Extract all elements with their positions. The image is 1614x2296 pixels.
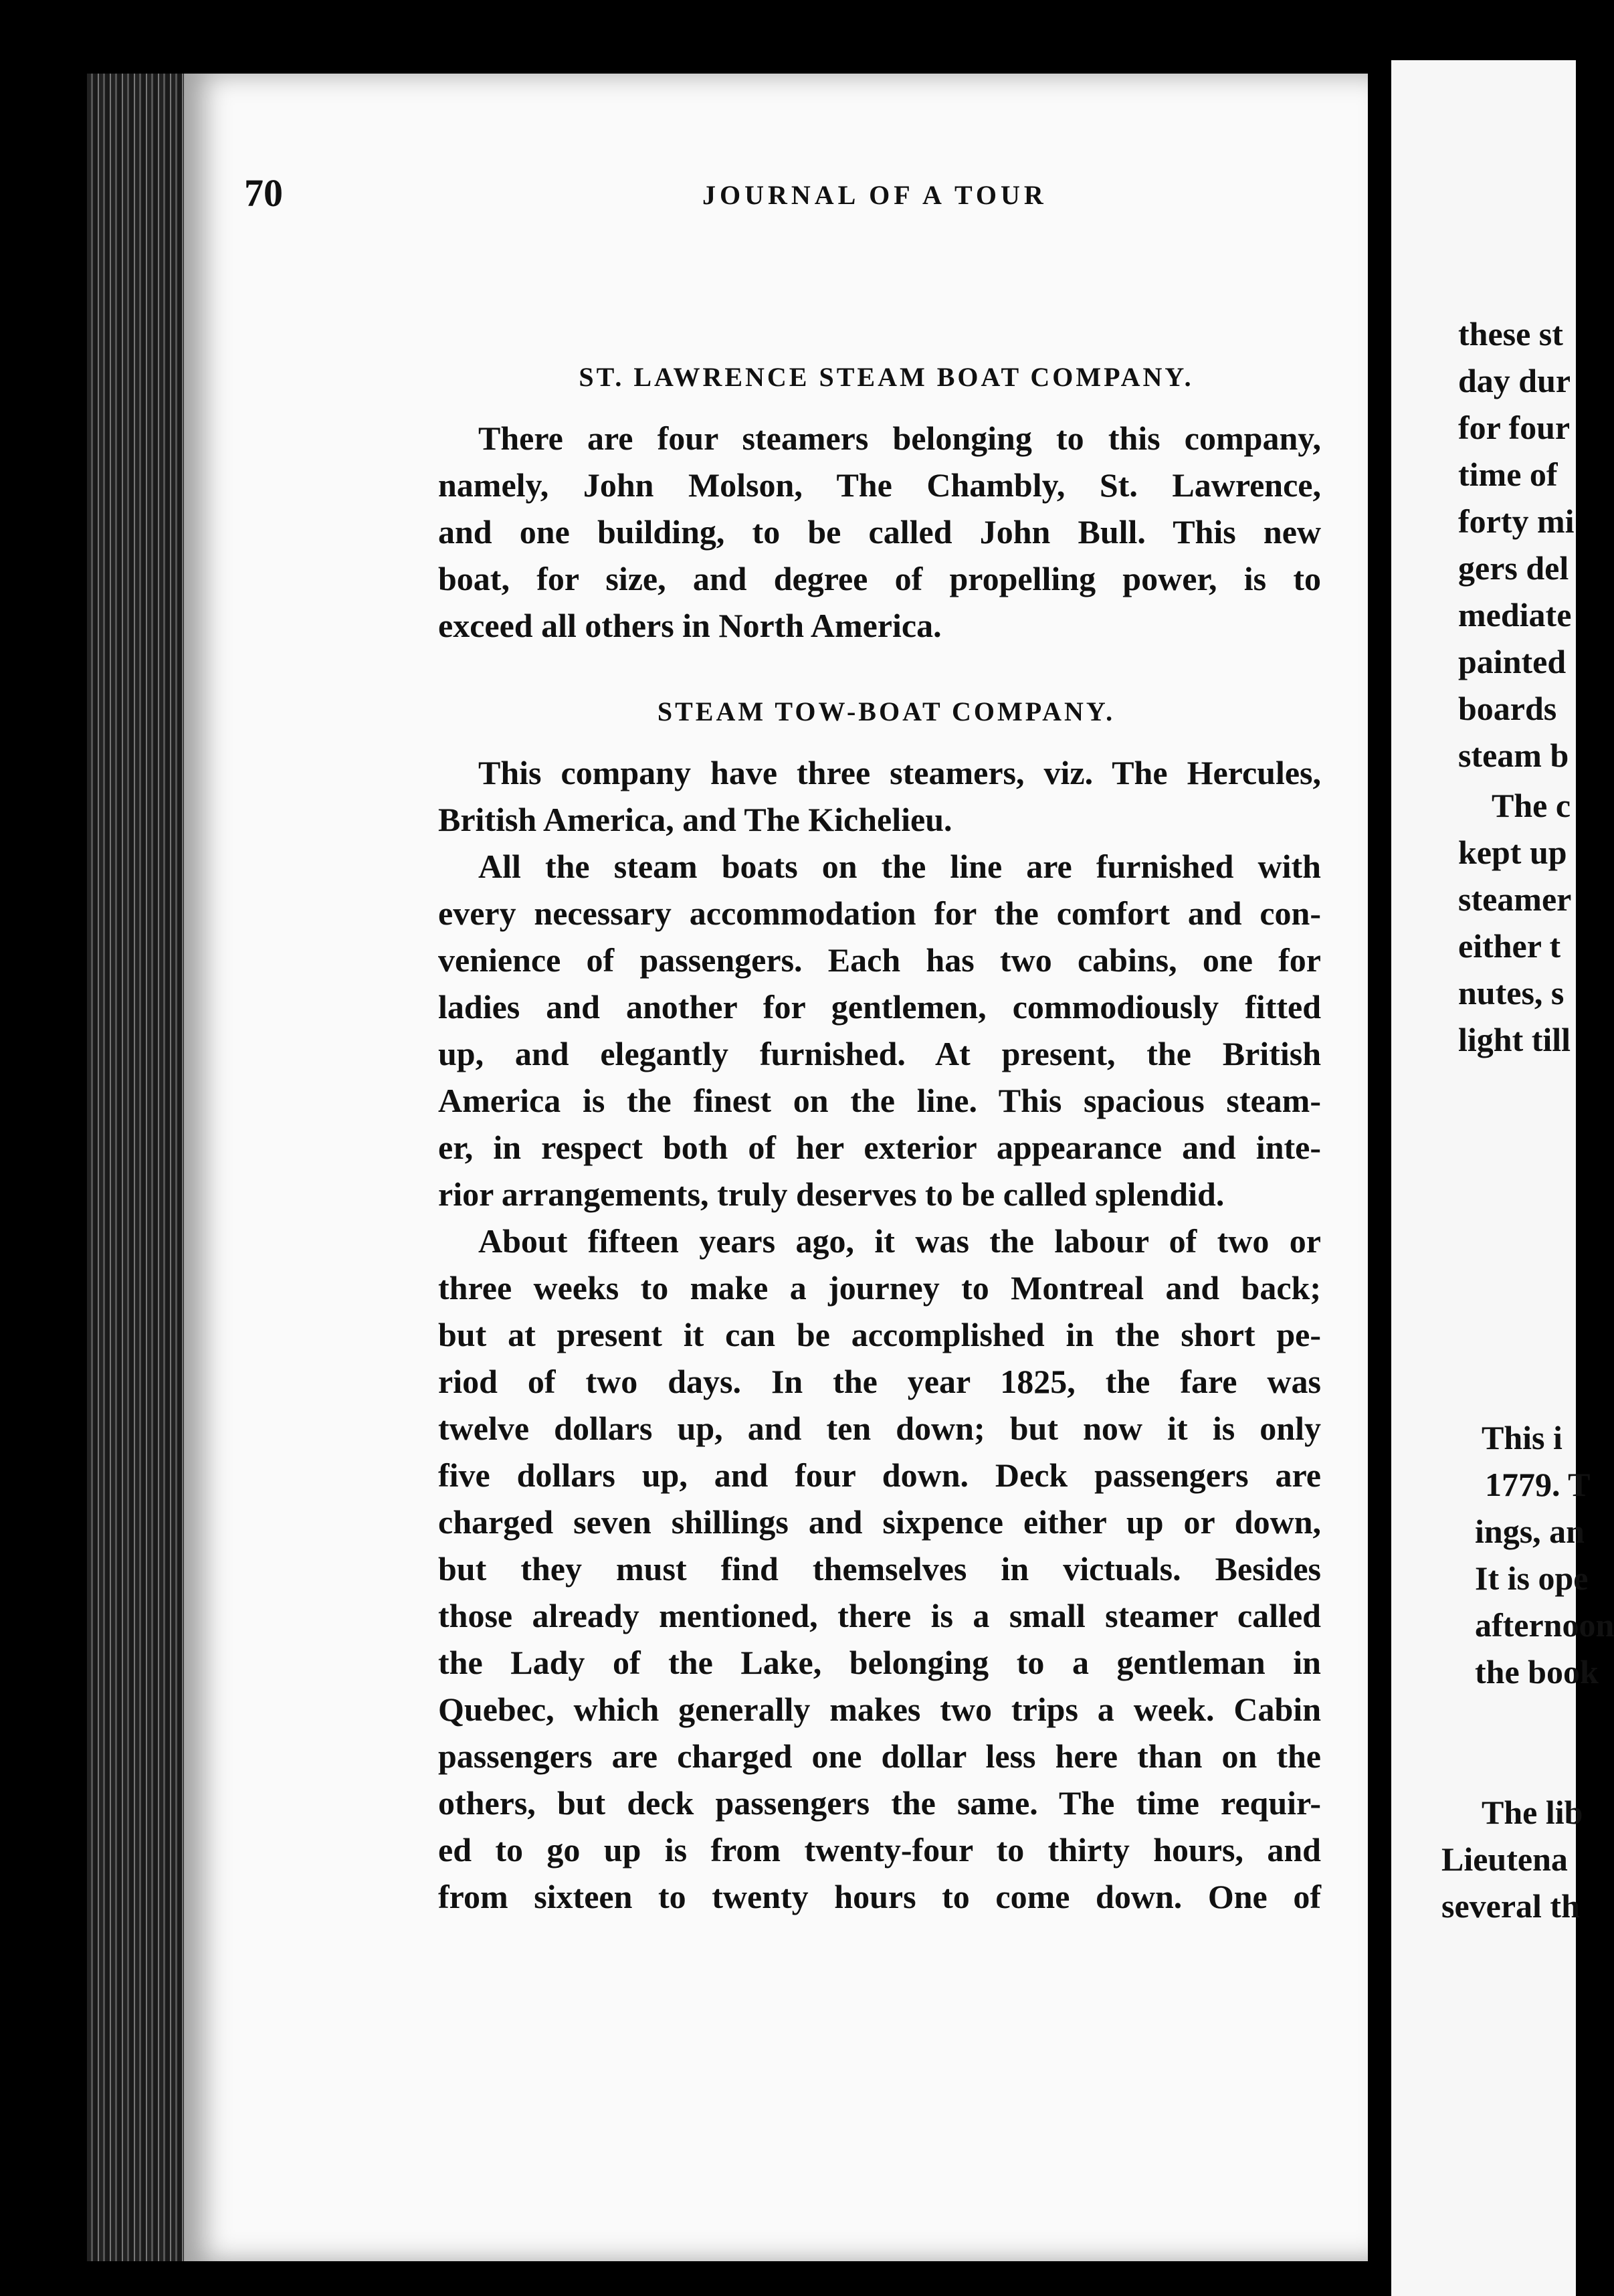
fragment-line: gers del [1458,549,1569,587]
fragment-line: forty mi [1458,502,1575,540]
fragment-line: mediate [1458,596,1572,634]
text-line: three weeks to make a journey to Montreal and back; [438,1269,1321,1307]
fragment-line: several th [1441,1887,1580,1925]
text-line: from sixteen to twenty hours to come down. One of [438,1878,1321,1915]
text-line: This company have three steamers, viz. The Hercules, [478,754,1321,791]
fragment-line: light till [1458,1021,1571,1058]
book-binding-edge [87,74,187,2261]
text-line: but at present it can be accomplished in the short pe- [438,1316,1321,1353]
text-line: ladies and another for gentlemen, commodiously fitted [438,988,1321,1026]
text-line: America is the finest on the line. This spacious steam- [438,1082,1321,1119]
fragment-line: for four [1458,409,1571,446]
section-heading: STEAM TOW-BOAT COMPANY. [657,696,1116,727]
fragment-line: steam b [1458,737,1569,774]
section-heading: ST. LAWRENCE STEAM BOAT COMPANY. [579,362,1194,392]
fragment-line: afternoon [1475,1606,1614,1644]
text-line: All the steam boats on the line are furnished with [478,848,1321,885]
text-line: boat, for size, and degree of propelling power, is to [438,560,1321,597]
text-line: riod of two days. In the year 1825, the fare was [438,1363,1321,1400]
book-page [184,74,1368,2261]
text-line: but they must find themselves in victuals. Besides [438,1550,1321,1588]
fragment-line: boards [1458,690,1557,727]
text-line: the Lady of the Lake, belonging to a gentleman in [438,1644,1321,1681]
page-number: 70 [244,171,283,215]
fragment-line: Lieutena [1441,1840,1568,1878]
facing-page-fragment [1391,60,1614,2296]
text-line: There are four steamers belonging to this company, [478,419,1321,457]
fragment-line: nutes, s [1458,974,1565,1012]
text-line: every necessary accommodation for the comfort and con- [438,894,1321,932]
text-line: others, but deck passengers the same. The time requir- [438,1784,1321,1822]
text-line: those already mentioned, there is a small steamer called [438,1597,1321,1634]
fragment-line: 1779. T [1485,1466,1591,1503]
text-line: charged seven shillings and sixpence either up or down, [438,1503,1321,1541]
text-line: twelve dollars up, and ten down; but now it is only [438,1410,1321,1447]
text-line: Quebec, which generally makes two trips a week. Cabin [438,1691,1321,1728]
fragment-line: either t [1458,927,1561,965]
text-line: British America, and The Kichelieu. [438,801,952,838]
page-gutter [1368,60,1391,2296]
text-line: er, in respect both of her exterior appearance and inte- [438,1129,1321,1166]
text-line: five dollars up, and four down. Deck passengers are [438,1456,1321,1494]
text-line: exceed all others in North America. [438,607,942,644]
text-line: namely, John Molson, The Chambly, St. Lawrence, [438,466,1321,504]
fragment-line: It is ope [1475,1559,1589,1597]
fragment-line: The c [1492,787,1571,824]
text-line: passengers are charged one dollar less here than on the [438,1737,1321,1775]
fragment-line: day dur [1458,362,1571,399]
text-line: rior arrangements, truly deserves to be called splendid. [438,1175,1225,1213]
fragment-line: The lib [1482,1794,1583,1831]
fragment-line: these st [1458,315,1563,353]
text-line: venience of passengers. Each has two cabins, one for [438,941,1321,979]
text-line: ed to go up is from twenty-four to thirty hours, and [438,1831,1321,1869]
fragment-line: time of [1458,456,1558,493]
fragment-line: painted [1458,643,1567,680]
fragment-line: This i [1482,1419,1562,1456]
text-line: and one building, to be called John Bull. This new [438,513,1321,551]
fragment-line: kept up [1458,834,1567,871]
fragment-line: steamer [1458,880,1572,918]
fragment-line: the book [1475,1653,1599,1691]
text-line: up, and elegantly furnished. At present, the British [438,1035,1321,1072]
text-line: About fifteen years ago, it was the labour of two or [478,1222,1321,1260]
fragment-line: ings, an [1475,1513,1585,1550]
running-title: JOURNAL OF A TOUR [702,180,1047,210]
